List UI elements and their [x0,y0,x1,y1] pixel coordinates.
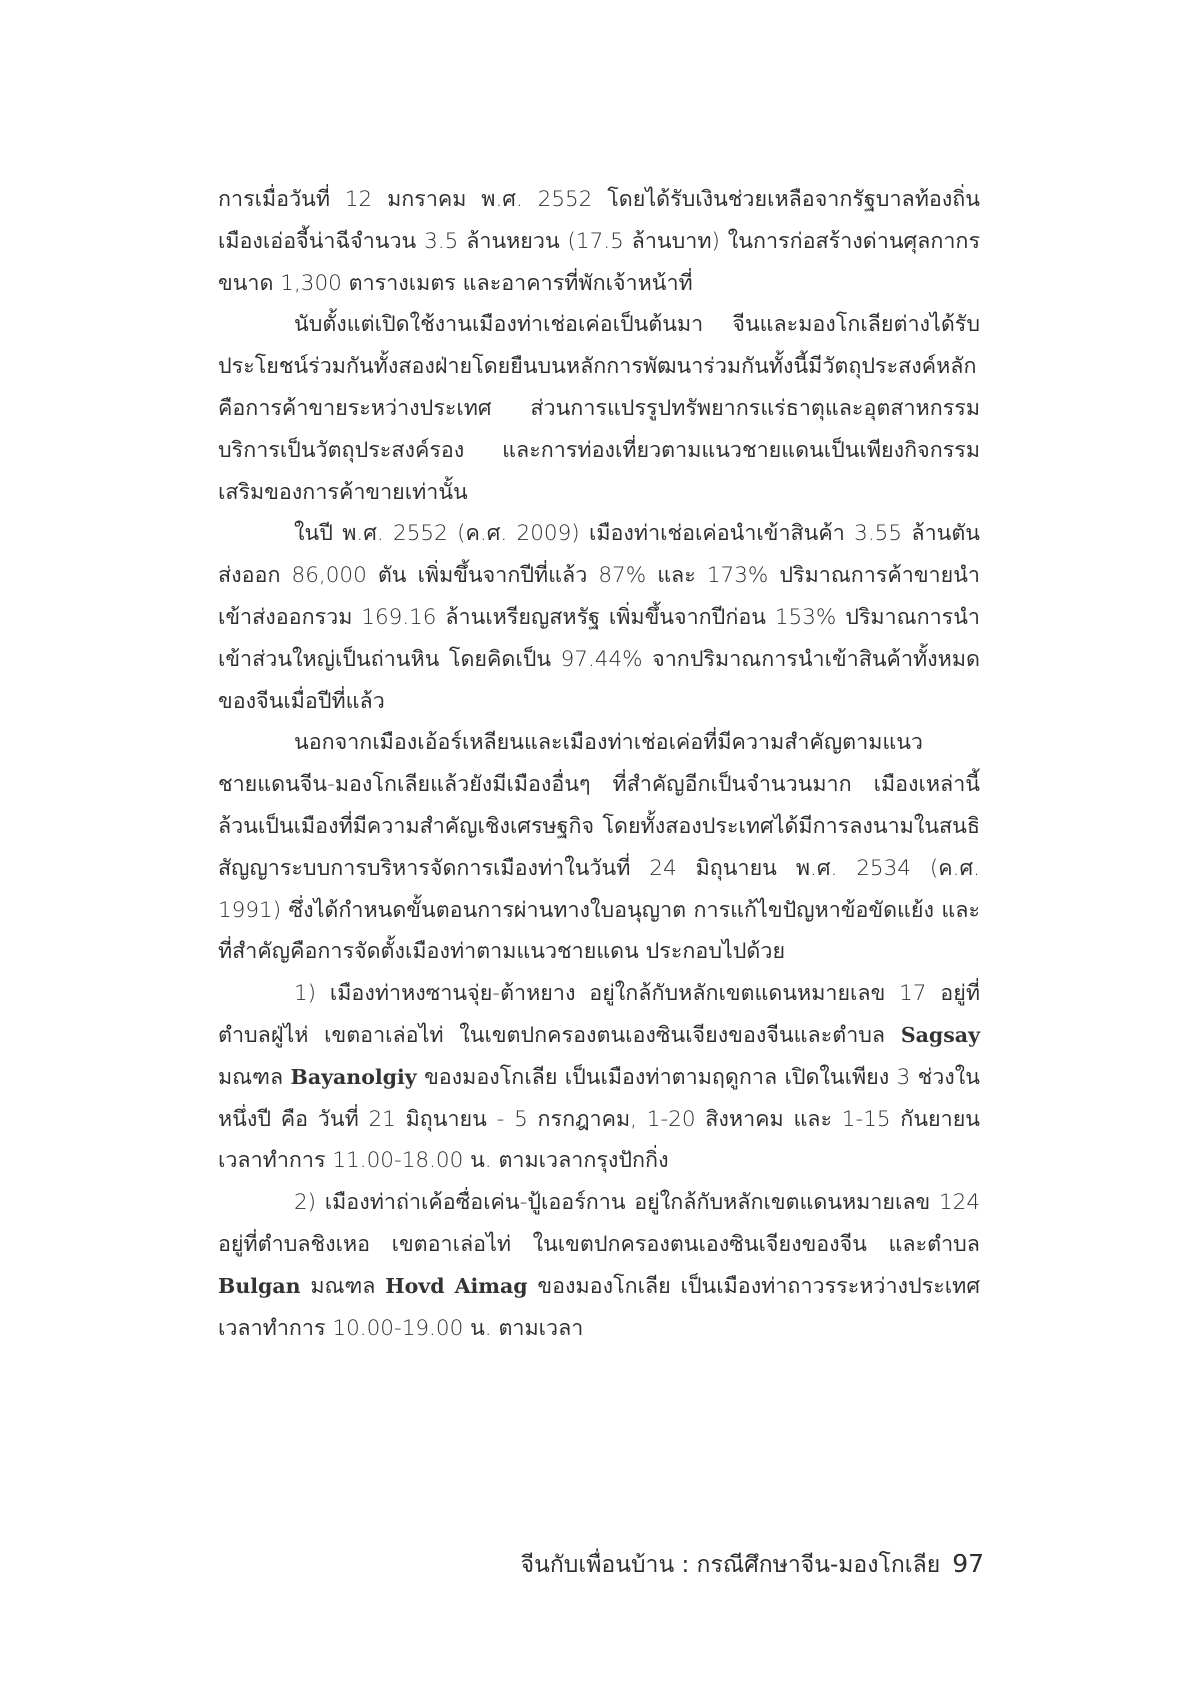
page-footer [521,1547,984,1583]
paragraph-3: ในปี พ.ศ. 2552 (ค.ศ. 2009) เมืองท่าเช่อเค่อนำเข้าสินค้า 3.55 ล้านตัน ส่งออก 86,000 ตัน เพิ่มขึ้นจากปีที่แล้ว 87% และ 173% ปริมาณการค้าขายนำเข้าส่งออกรวม 169.16 ล้านเหรียญสหรัฐ เพิ่มขึ้นจากปีก่อน 153% ปริมาณการนำเข้าส่วนใหญ่เป็นถ่านหิน โดยคิดเป็น 97.44% จากปริมาณการนำเข้าสินค้าทั้งหมดของจีนเมื่อปีที่แล้ว [218,521,980,714]
paragraph-6-text-b: มณฑล [310,1273,376,1299]
paragraph-6 [218,1182,980,1349]
place-name-hovd-aimag: Hovd Aimag [385,1273,528,1298]
paragraph-5-text-c: ของมองโกเลีย เป็นเมืองท่าตามฤดูกาล เปิดในเพียง 3 ช่วงในหนึ่งปี คือ วันที่ 21 มิถุนายน - 5 กรกฎาคม, 1-20 สิงหาคม และ 1-15 กันยายน เวลาทำการ 11.00-18.00 น. ตามเวลากรุงปักกิ่ง [218,1064,980,1174]
place-name-sagsay: Sagsay [900,1022,981,1047]
paragraph-5-text-a: 1) เมืองท่าหงซานจุ่ย-ต้าหยาง อยู่ใกล้กับหลักเขตแดนหมายเลข 17 อยู่ที่ตำบลฝู่ไห่ เขตอาเล่อไท่ ในเขตปกครองตนเองซินเจียงของจีนและตำบล [218,981,980,1048]
running-title: จีนกับเพื่อนบ้าน : กรณีศึกษาจีน-มองโกเลีย [520,1552,941,1578]
page-number: 97 [952,1549,984,1578]
paragraph-4: นอกจากเมืองเอ้อร์เหลียนและเมืองท่าเช่อเค่อที่มีความสำคัญตามแนวชายแดนจีน-มองโกเลียแล้วยังมีเมืองอื่นๆ ที่สำคัญอีกเป็นจำนวนมาก เมืองเหล่านี้ล้วนเป็นเมืองที่มีความสำคัญเชิงเศรษฐกิจ โดยทั้งสองประเทศได้มีการลงนามในสนธิสัญญาระบบการบริหารจัดการเมืองท่าในวันที่ 24 มิถุนายน พ.ศ. 2534 (ค.ศ. 1991) ซึ่งได้กำหนดขั้นตอนการผ่านทางใบอนุญาต การแก้ไขปัญหาข้อขัดแย้ง และที่สำคัญคือการจัดตั้งเมืองท่าตามแนวชายแดน ประกอบไปด้วย [218,730,980,965]
paragraph-5-text-b: มณฑล [218,1064,284,1090]
place-name-bayanolgiy: Bayanolgiy [290,1064,417,1089]
body-text [218,179,980,1349]
paragraph-6-text-a: 2) เมืองท่าถ่าเค้อซื่อเค่น-ปู้เออร์กาน อยู่ใกล้กับหลักเขตแดนหมายเลข 124 อยู่ที่ตำบลชิงเหอ เขตอาเล่อไท่ ในเขตปกครองตนเองซินเจียงของจีน และตำบล [218,1190,980,1257]
paragraph-6-text-c: ของมองโกเลีย เป็นเมืองท่าถาวรระหว่างประเทศ เวลาทำการ 10.00-19.00 น. ตามเวลา [218,1273,980,1341]
place-name-bulgan: Bulgan [218,1273,301,1298]
paragraph-5 [218,973,980,1182]
paragraph-1: การเมื่อวันที่ 12 มกราคม พ.ศ. 2552 โดยได้รับเงินช่วยเหลือจากรัฐบาลท้องถิ่นเมืองเอ่อจี้น่าฉีจำนวน 3.5 ล้านหยวน (17.5 ล้านบาท) ในการก่อสร้างด่านศุลกากรขนาด 1,300 ตารางเมตร และอาคารที่พักเจ้าหน้าที่ [218,187,980,296]
paragraph-2: นับตั้งแต่เปิดใช้งานเมืองท่าเช่อเค่อเป็นต้นมา จีนและมองโกเลียต่างได้รับประโยชน์ร่วมกันทั้งสองฝ่ายโดยยืนบนหลักการพัฒนาร่วมกันทั้งนี้มีวัตถุประสงค์หลักคือการค้าขายระหว่างประเทศ ส่วนการแปรรูปทรัพยากรแร่ธาตุและอุตสาหกรรมบริการเป็นวัตถุประสงค์รอง และการท่องเที่ยวตามแนวชายแดนเป็นเพียงกิจกรรมเสริมของการค้าขายเท่านั้น [218,312,980,505]
